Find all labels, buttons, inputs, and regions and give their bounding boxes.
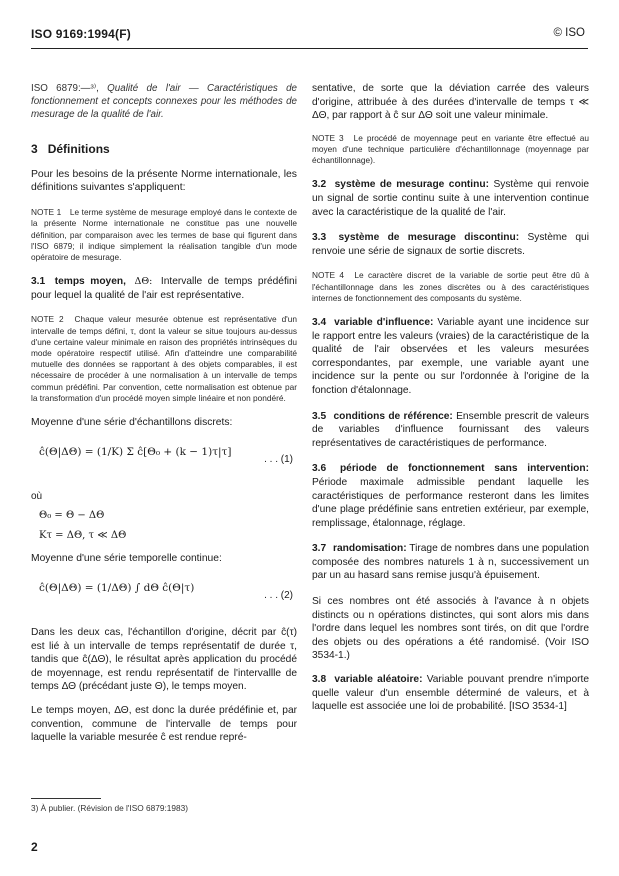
definition-3-6-number: 3.6 bbox=[312, 463, 327, 475]
right-column bbox=[312, 82, 589, 726]
footnote-3: 3) À publier. (Révision de l'ISO 6879:1983) bbox=[31, 803, 189, 813]
definition-3-5-number: 3.5 bbox=[312, 410, 327, 422]
definition-3-4 bbox=[312, 316, 589, 398]
definition-3-1-symbol: ΔΘ: bbox=[134, 276, 153, 288]
formula-1-expression: ĉ(Θ|ΔΘ) = (1/K) Σ ĉ[Θ₀ + (k − 1)τ|τ] bbox=[39, 445, 232, 458]
reference-code: ISO 6879:—³⁾, bbox=[31, 83, 99, 94]
definition-3-3 bbox=[312, 231, 589, 258]
definition-3-2-number: 3.2 bbox=[312, 179, 327, 191]
reference-entry bbox=[31, 82, 297, 121]
definition-3-6-text: Période maximale admissible pendant laquelle les caractéristiques de performance resteront dans les limites d'une plage prédéfinie sans entretien extérieur, par exemple, remplissage, étalonnage, réglage. bbox=[312, 476, 589, 529]
definition-3-6 bbox=[312, 462, 589, 530]
mean-continuous-label: Moyenne d'une série temporelle continue: bbox=[31, 553, 222, 565]
definition-3-4-text: Variable ayant une incidence sur le rapport entre les valeurs (vraies) de la caractéristique de la qualité de l'air observées et les valeurs mesurées correspondantes, par exemple, une variable ayant une incidence sur la pente ou sur l'ordonnée à l'origine de la fonction d'étalonnage. bbox=[312, 316, 590, 396]
formula-2 bbox=[31, 574, 297, 618]
note-4-text: Le caractère discret de la variable de sortie peut être dû à l'échantillonnage dans les zones discrètes ou à des caractéristiques internes de fonctionnement des composants du système. bbox=[312, 270, 590, 303]
definition-3-8-name: variable aléatoire: bbox=[334, 674, 423, 686]
definition-3-8 bbox=[312, 673, 589, 714]
definition-3-7-text: Tirage de nombres dans une population composée des nombres naturels 1 à n, successivement un par un au hasard sans remise jusqu'à épuisement. bbox=[312, 543, 589, 582]
note-3-text: Le procédé de moyennage peut en variante être effectué au moyen d'une technique particulière d'échantillonnage (moyennage par échantillonnage). bbox=[312, 132, 589, 166]
definition-3-1 bbox=[31, 275, 297, 302]
mean-discrete-label: Moyenne d'une série d'échantillons discrets: bbox=[31, 417, 233, 429]
definition-3-1-number: 3.1 bbox=[31, 276, 46, 288]
definition-3-5-text: Ensemble prescrit de valeurs de variables d'influence fournissant des valeurs représentatives de caractéristiques de performance. bbox=[312, 410, 589, 449]
definition-3-7 bbox=[312, 542, 589, 583]
page-number: 2 bbox=[31, 840, 38, 854]
definition-3-3-name: système de mesurage discontinu: bbox=[338, 232, 520, 244]
formula-1-number: . . . (1) bbox=[264, 453, 293, 465]
note-4-label: NOTE 4 bbox=[312, 270, 345, 281]
note-1-label: NOTE 1 bbox=[31, 207, 62, 218]
note-2-label: NOTE 2 bbox=[31, 314, 64, 325]
paragraph-continuation: sentative, de sorte que la déviation carrée des valeurs d'origine, attribuée à des durées d'intervalle de temps τ ≪ ΔΘ, par rapport à ĉ sur ΔΘ soit une valeur minimale. bbox=[312, 83, 589, 122]
formula-2-number: . . . (2) bbox=[264, 589, 293, 601]
definition-3-3-number: 3.3 bbox=[312, 232, 327, 244]
section-intro: Pour les besoins de la présente Norme internationale, les définitions suivantes s'appliquent: bbox=[31, 168, 297, 194]
header-rule bbox=[31, 48, 588, 49]
copyright-mark: © ISO bbox=[553, 27, 585, 39]
definition-3-7-name: randomisation: bbox=[333, 543, 407, 555]
equation-k-tau: Kτ = ΔΘ, τ ≪ ΔΘ bbox=[39, 529, 127, 541]
standard-id: ISO 9169:1994(F) bbox=[31, 27, 131, 41]
definition-3-4-name: variable d'influence: bbox=[334, 316, 434, 328]
definition-3-4-number: 3.4 bbox=[312, 316, 327, 328]
paragraph-randomisation: Si ces nombres ont été associés à l'avance à n objets distincts ou n opérations distinctes, qui sont alors mis dans l'ordre dans lequel les nombres sont tirés, on dit que l'ordre des objets ou des opérations a été randomisé. (Voir ISO 3534-1.) bbox=[312, 596, 589, 662]
where-label: où bbox=[31, 490, 43, 502]
formula-1 bbox=[31, 438, 297, 482]
note-2 bbox=[31, 314, 297, 404]
definition-3-3-text: Système qui renvoie une série de signaux de sortie discrets. bbox=[312, 232, 589, 257]
note-2-text: Chaque valeur mesurée obtenue est représentative d'un intervalle de temps défini, τ, dont la valeur se situe toujours au-dessus d'une certaine valeur minimale en raison des propriétés intrinsèques du mode opératoire respectif utilisé. Afin d'atteindre une comparabilité mutuelle des données se rapportant à des objets comparables, il est nécessaire de procéder à une normalisation à un intervalle de temps commun prédéfini. Par convention, cette normalisation est obtenue par la transformation d'un procédé moyen simple linéaire et non pondéré. bbox=[31, 314, 297, 403]
note-1 bbox=[31, 207, 297, 263]
footnote-rule bbox=[31, 798, 101, 799]
definition-3-6-name: période de fonctionnement sans intervention: bbox=[339, 463, 589, 475]
definition-3-1-name: temps moyen, bbox=[54, 276, 126, 288]
paragraph-mean-time: Le temps moyen, ΔΘ, est donc la durée prédéfinie et, par convention, commune de l'intervalle de temps pour laquelle la variable mesurée ĉ est rendue repré- bbox=[31, 704, 297, 744]
definition-3-8-text: Variable pouvant prendre n'importe quelle valeur d'un ensemble déterminé de valeurs, et à laquelle est associée une loi de probabilité. [ISO 3534-1] bbox=[312, 674, 589, 713]
paragraph-both-cases: Dans les deux cas, l'échantillon d'origine, décrit par ĉ(τ) est lié à un intervalle de temps représentatif de durée τ, tandis que ĉ(ΔΘ), le résultat après application du procédé de moyennage, est rendu représentatif de l'intervallle de temps ΔΘ (précédant juste Θ), le temps moyen. bbox=[31, 626, 297, 693]
section-heading bbox=[31, 143, 297, 157]
definition-3-1-text: Intervalle de temps prédéfini pour lequel la qualité de l'air est représentative. bbox=[31, 276, 297, 301]
note-3 bbox=[312, 133, 589, 167]
note-1-text: Le terme système de mesurage employé dans le contexte de la présente Norme internationale ne constitue pas une nouvelle définition, par comparaison avec les termes de base qui figurent dans l'ISO 6879; il indique simplement la réalisation tangible d'un mode opératoire de mesurage. bbox=[31, 207, 297, 262]
formula-2-expression: ĉ(Θ|ΔΘ) = (1/ΔΘ) ∫ dΘ ĉ(Θ|τ) bbox=[39, 581, 195, 594]
definition-3-8-number: 3.8 bbox=[312, 674, 327, 686]
definition-3-2-name: système de mesurage continu: bbox=[334, 179, 489, 191]
section-title: Définitions bbox=[47, 142, 110, 156]
definition-3-5-name: conditions de référence: bbox=[333, 410, 453, 422]
definition-3-7-number: 3.7 bbox=[312, 543, 327, 555]
equation-theta0: Θ₀ = Θ − ΔΘ bbox=[39, 510, 105, 522]
definition-3-2-text: Système qui renvoie un signal de sortie continu suite à une intervention continue avec la caractéristique de la qualité de l'air. bbox=[312, 179, 589, 218]
reference-title: Qualité de l'air — Caractéristiques de fonctionnement et concepts connexes pour les méthodes de mesurage de la qualité de l'air. bbox=[31, 83, 297, 120]
note-3-label: NOTE 3 bbox=[312, 132, 344, 143]
note-4 bbox=[312, 270, 589, 304]
definition-3-2 bbox=[312, 178, 589, 219]
left-column bbox=[31, 82, 297, 755]
section-number: 3 bbox=[31, 142, 38, 156]
definition-3-5 bbox=[312, 410, 589, 451]
